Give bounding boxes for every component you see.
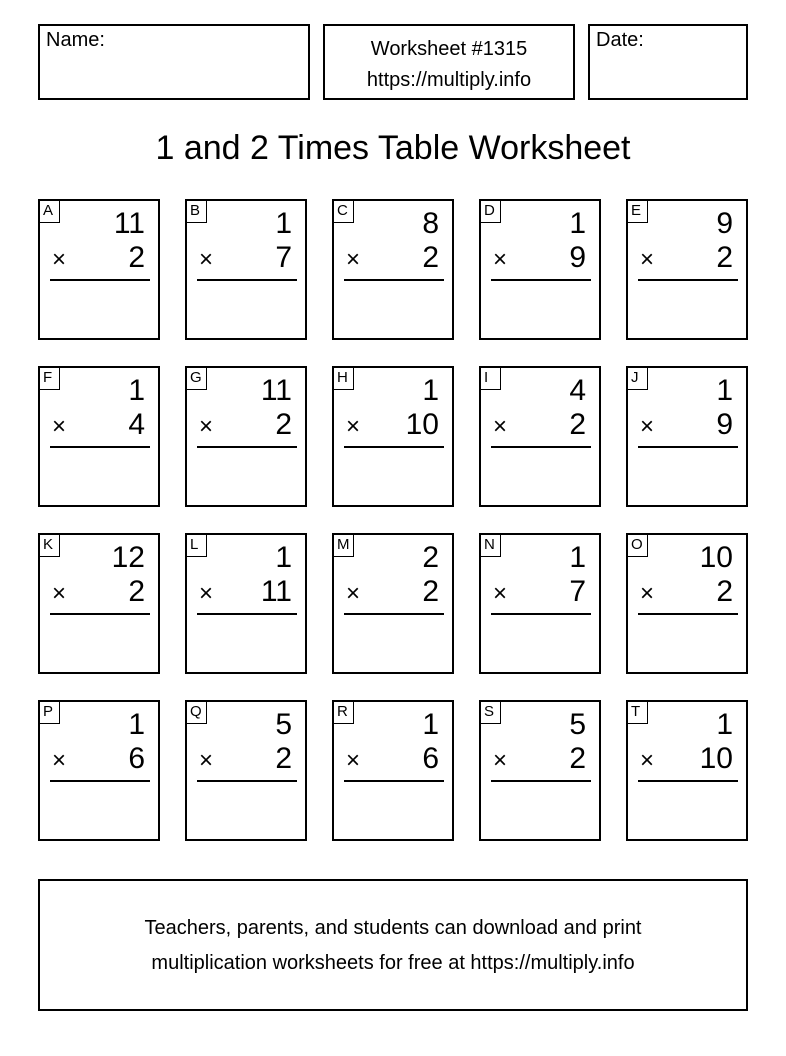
multiplier: 6 [128, 742, 145, 775]
multiplicand: 1 [128, 374, 145, 407]
problem-box [185, 700, 307, 841]
problem-box [479, 366, 601, 507]
problem-box [38, 199, 160, 340]
answer-line [197, 780, 297, 782]
problem-label: B [187, 201, 207, 223]
footer-line-1: Teachers, parents, and students can download and print [144, 917, 642, 939]
multiply-sign: × [493, 747, 508, 774]
multiply-sign: × [346, 413, 361, 440]
problem-label: M [334, 535, 354, 557]
multiplicand: 8 [422, 207, 439, 240]
answer-line [50, 446, 150, 448]
multiplier: 9 [716, 408, 733, 441]
multiply-sign: × [640, 580, 655, 607]
multiplier: 6 [422, 742, 439, 775]
problem-box [479, 533, 601, 674]
answer-line [50, 279, 150, 281]
multiplier: 2 [275, 742, 292, 775]
multiplicand: 5 [275, 708, 292, 741]
worksheet-id: Worksheet #1315 [370, 38, 528, 60]
problem-label: N [481, 535, 501, 557]
multiplier: 2 [716, 241, 733, 274]
problem-box [185, 199, 307, 340]
problem-box [332, 366, 454, 507]
problem-box [626, 366, 748, 507]
multiplier: 9 [569, 241, 586, 274]
problem-box [479, 700, 601, 841]
answer-line [491, 279, 591, 281]
answer-line [197, 279, 297, 281]
page-title: 1 and 2 Times Table Worksheet [155, 129, 631, 167]
problem-label: Q [187, 702, 207, 724]
problem-box [38, 366, 160, 507]
answer-line [491, 613, 591, 615]
multiply-sign: × [493, 246, 508, 273]
answer-line [638, 613, 738, 615]
multiplicand: 12 [111, 541, 145, 574]
problem-box [332, 199, 454, 340]
problem-box [38, 533, 160, 674]
problem-label: F [40, 368, 60, 390]
answer-line [197, 613, 297, 615]
problem-label: G [187, 368, 207, 390]
answer-line [344, 780, 444, 782]
answer-line [197, 446, 297, 448]
problem-box [185, 366, 307, 507]
multiplicand: 11 [260, 374, 292, 407]
worksheet-info-box [323, 24, 575, 100]
problem-box [626, 199, 748, 340]
multiply-sign: × [52, 413, 67, 440]
multiply-sign: × [640, 246, 655, 273]
multiplicand: 1 [569, 541, 586, 574]
problem-label: A [40, 201, 60, 223]
multiply-sign: × [199, 413, 214, 440]
problem-label: J [628, 368, 648, 390]
problem-box [626, 533, 748, 674]
multiplicand: 5 [569, 708, 586, 741]
multiplier: 2 [128, 575, 145, 608]
multiply-sign: × [346, 246, 361, 273]
name-field [38, 24, 310, 100]
multiplicand: 1 [128, 708, 145, 741]
multiply-sign: × [346, 580, 361, 607]
problem-label: E [628, 201, 648, 223]
multiply-sign: × [199, 580, 214, 607]
multiply-sign: × [199, 747, 214, 774]
multiplier: 11 [260, 575, 292, 608]
multiplier: 7 [569, 575, 586, 608]
multiplicand: 2 [422, 541, 439, 574]
multiplier: 2 [422, 575, 439, 608]
multiplier: 2 [422, 241, 439, 274]
worksheet-url: https://multiply.info [366, 69, 532, 91]
multiplicand: 1 [275, 207, 292, 240]
problem-label: H [334, 368, 354, 390]
footer-note [38, 879, 748, 1011]
answer-line [638, 446, 738, 448]
problem-label: T [628, 702, 648, 724]
date-field [588, 24, 748, 100]
multiplicand: 9 [716, 207, 733, 240]
problem-box [332, 700, 454, 841]
problem-box [479, 199, 601, 340]
answer-line [50, 613, 150, 615]
multiplier: 2 [569, 408, 586, 441]
multiplicand: 10 [699, 541, 733, 574]
multiply-sign: × [640, 747, 655, 774]
answer-line [50, 780, 150, 782]
multiplier: 2 [716, 575, 733, 608]
problem-box [626, 700, 748, 841]
multiply-sign: × [199, 246, 214, 273]
multiplier: 2 [569, 742, 586, 775]
answer-line [638, 780, 738, 782]
problem-label: D [481, 201, 501, 223]
answer-line [344, 446, 444, 448]
multiplier: 10 [405, 408, 439, 441]
multiply-sign: × [493, 580, 508, 607]
problem-label: I [481, 368, 501, 390]
multiply-sign: × [346, 747, 361, 774]
answer-line [638, 279, 738, 281]
multiplier: 4 [128, 408, 145, 441]
answer-line [491, 780, 591, 782]
multiply-sign: × [52, 246, 67, 273]
problem-label: S [481, 702, 501, 724]
problem-label: L [187, 535, 207, 557]
answer-line [344, 613, 444, 615]
multiplicand: 1 [275, 541, 292, 574]
multiplier: 2 [275, 408, 292, 441]
problem-label: K [40, 535, 60, 557]
multiplier: 7 [275, 241, 292, 274]
multiplier: 2 [128, 241, 145, 274]
multiply-sign: × [52, 747, 67, 774]
name-label: Name: [46, 29, 105, 51]
multiplicand: 1 [422, 374, 439, 407]
date-label: Date: [596, 29, 644, 51]
multiply-sign: × [52, 580, 67, 607]
problem-label: R [334, 702, 354, 724]
multiplicand: 1 [569, 207, 586, 240]
multiplicand: 1 [422, 708, 439, 741]
multiplicand: 4 [569, 374, 586, 407]
multiplicand: 1 [716, 374, 733, 407]
problem-label: P [40, 702, 60, 724]
multiplicand: 11 [113, 207, 145, 240]
answer-line [344, 279, 444, 281]
problem-box [185, 533, 307, 674]
multiplier: 10 [699, 742, 733, 775]
problem-label: C [334, 201, 354, 223]
multiplicand: 1 [716, 708, 733, 741]
problem-box [38, 700, 160, 841]
footer-line-2: multiplication worksheets for free at https://multiply.info [151, 952, 635, 974]
problem-box [332, 533, 454, 674]
problem-label: O [628, 535, 648, 557]
multiply-sign: × [640, 413, 655, 440]
multiply-sign: × [493, 413, 508, 440]
answer-line [491, 446, 591, 448]
